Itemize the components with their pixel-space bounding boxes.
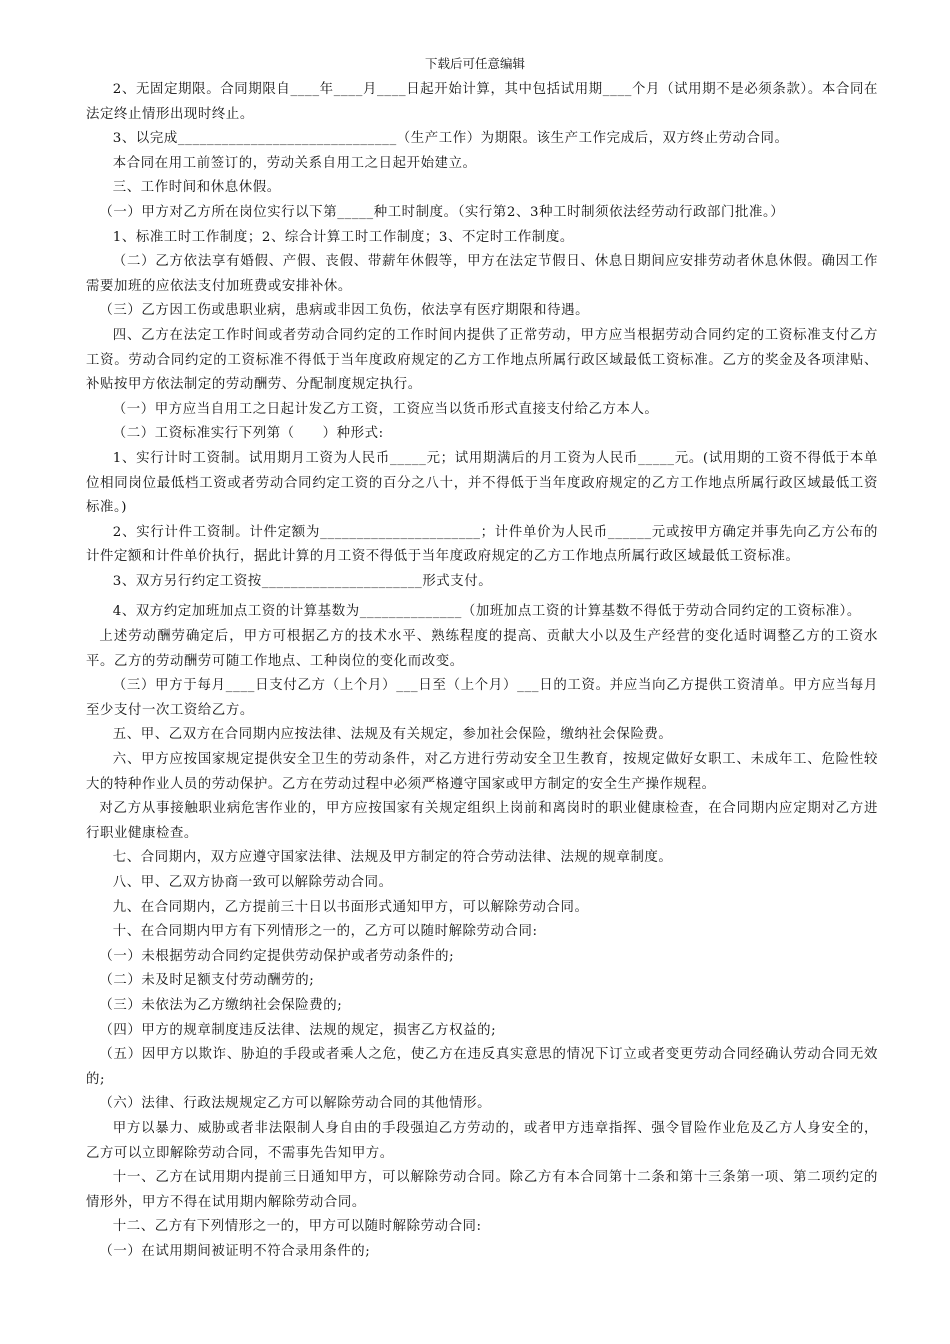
paragraph: 七、合同期内，双方应遵守国家法律、法规及甲方制定的符合劳动法律、法规的规章制度。 bbox=[112, 850, 673, 866]
paragraph: 四、乙方在法定工作时间或者劳动合同约定的工作时间内提供了正常劳动，甲方应当根据劳动合同约定的工资标准支付乙方工资。劳动合同约定的工资标准不得低于当年度政府规定的乙方工作地点所属行政区域最低工资标准。乙方的奖金及各项津贴、补贴按甲方依法制定的劳动酬劳、分配制度规定执行。 bbox=[86, 327, 878, 393]
paragraph: 2、无固定期限。合同期限自____年____月____日起开始计算，其中包括试用期____个月（试用期不是必须条款）。本合同在法定终止情形出现时终止。 bbox=[86, 82, 878, 122]
paragraph: 十一、乙方在试用期内提前三日通知甲方，可以解除劳动合同。除乙方有本合同第十二条和第十三条第一项、第二项约定的情形外，甲方不得在试用期内解除劳动合同。 bbox=[86, 1170, 878, 1210]
paragraph: （三）未依法为乙方缴纳社会保险费的; bbox=[99, 997, 343, 1013]
paragraph: （五）因甲方以欺诈、胁迫的手段或者乘人之危，使乙方在违反真实意思的情况下订立或者变更劳动合同经确认劳动合同无效的; bbox=[86, 1047, 878, 1087]
paragraph: （三）乙方因工伤或患职业病，患病或非因工负伤，依法享有医疗期限和待遇。 bbox=[99, 303, 590, 319]
paragraph: （一）在试用期间被证明不符合录用条件的; bbox=[99, 1243, 371, 1259]
paragraph: 2、实行计件工资制。计件定额为______________________；计件单价为人民币______元或按甲方确定并事先向乙方公布的计件定额和计件单价执行，据此计算的月工资不得低于当年度政府规定的乙方工作地点所属行政区域最低工资标准。 bbox=[86, 524, 878, 565]
paragraph: （六）法律、行政法规规定乙方可以解除劳动合同的其他情形。 bbox=[99, 1096, 492, 1112]
paragraph: 八、甲、乙双方协商一致可以解除劳动合同。 bbox=[112, 875, 393, 890]
paragraph: 4、双方约定加班加点工资的计算基数为______________（加班加点工资的计算基数不得低于劳动合同约定的工资标准）。 bbox=[112, 604, 861, 620]
page-header: 下载后可任意编辑 bbox=[424, 56, 525, 71]
paragraph: 三、工作时间和休息休假。 bbox=[112, 180, 281, 196]
paragraph: 五、甲、乙双方在合同期内应按法律、法规及有关规定，参加社会保险，缴纳社会保险费。 bbox=[112, 727, 673, 743]
paragraph: 本合同在用工前签订的，劳动关系自用工之日起开始建立。 bbox=[112, 155, 477, 171]
paragraph: 上述劳动酬劳确定后，甲方可根据乙方的技术水平、熟练程度的提高、贡献大小以及生产经营的变化适时调整乙方的工资水平。乙方的劳动酬劳可随工作地点、工种岗位的变化而改变。 bbox=[86, 629, 878, 669]
paragraph: （二）未及时足额支付劳动酬劳的; bbox=[99, 973, 315, 989]
paragraph: 对乙方从事接触职业病危害作业的，甲方应按国家有关规定组织上岗前和离岗时的职业健康检查，在合同期内应定期对乙方进行职业健康检查。 bbox=[86, 801, 878, 841]
paragraph: （三）甲方于每月____日支付乙方（上个月）___日至（上个月）___日的工资。并应当向乙方提供工资清单。甲方应当每月至少支付一次工资给乙方。 bbox=[86, 678, 878, 718]
paragraph: （一）甲方应当自用工之日起计发乙方工资，工资应当以货币形式直接支付给乙方本人。 bbox=[112, 401, 659, 417]
paragraph: （一）未根据劳动合同约定提供劳动保护或者劳动条件的; bbox=[99, 948, 455, 964]
paragraph: （二）工资标准实行下列第（ ）种形式: bbox=[112, 426, 384, 442]
paragraph: 六、甲方应按国家规定提供安全卫生的劳动条件，对乙方进行劳动安全卫生教育，按规定做好女职工、未成年工、危险性较大的特种作业人员的劳动保护。乙方在劳动过程中必须严格遵守国家或甲方制定的安全生产操作规程。 bbox=[86, 752, 878, 792]
paragraph: 3、双方另行约定工资按______________________形式支付。 bbox=[112, 573, 493, 589]
paragraph: （二）乙方依法享有婚假、产假、丧假、带薪年休假等，甲方在法定节假日、休息日期间应安排劳动者休息休假。确因工作需要加班的应依法支付加班费或安排补休。 bbox=[86, 254, 878, 294]
paragraph: 十、在合同期内甲方有下列情形之一的，乙方可以随时解除劳动合同: bbox=[112, 924, 538, 940]
paragraph: 3、以完成______________________________（生产工作）为期限。该生产工作完成后，双方终止劳动合同。 bbox=[112, 131, 789, 147]
paragraph: （四）甲方的规章制度违反法律、法规的规定，损害乙方权益的; bbox=[99, 1022, 497, 1038]
paragraph: 1、实行计时工资制。试用期月工资为人民币_____元；试用期满后的月工资为人民币_____元。(试用期的工资不得低于本单位相同岗位最低档工资或者劳动合同约定工资的百分之八十，并不得低于当年度政府规定的乙方工作地点所属行政区域最低工资标准。) bbox=[86, 450, 878, 516]
paragraph: 1、标准工时工作制度；2、综合计算工时工作制度；3、不定时工作制度。 bbox=[112, 229, 574, 245]
contract-body bbox=[86, 78, 878, 1265]
paragraph: 九、在合同期内，乙方提前三十日以书面形式通知甲方，可以解除劳动合同。 bbox=[112, 899, 589, 915]
paragraph: 十二、乙方有下列情形之一的，甲方可以随时解除劳动合同: bbox=[112, 1219, 482, 1235]
paragraph: （一）甲方对乙方所在岗位实行以下第_____种工时制度。（实行第2、3种工时制须依法经劳动行政部门批准。） bbox=[99, 204, 785, 220]
paragraph: 甲方以暴力、威胁或者非法限制人身自由的手段强迫乙方劳动的，或者甲方违章指挥、强令冒险作业危及乙方人身安全的，乙方可以立即解除劳动合同，不需事先告知甲方。 bbox=[86, 1120, 878, 1161]
